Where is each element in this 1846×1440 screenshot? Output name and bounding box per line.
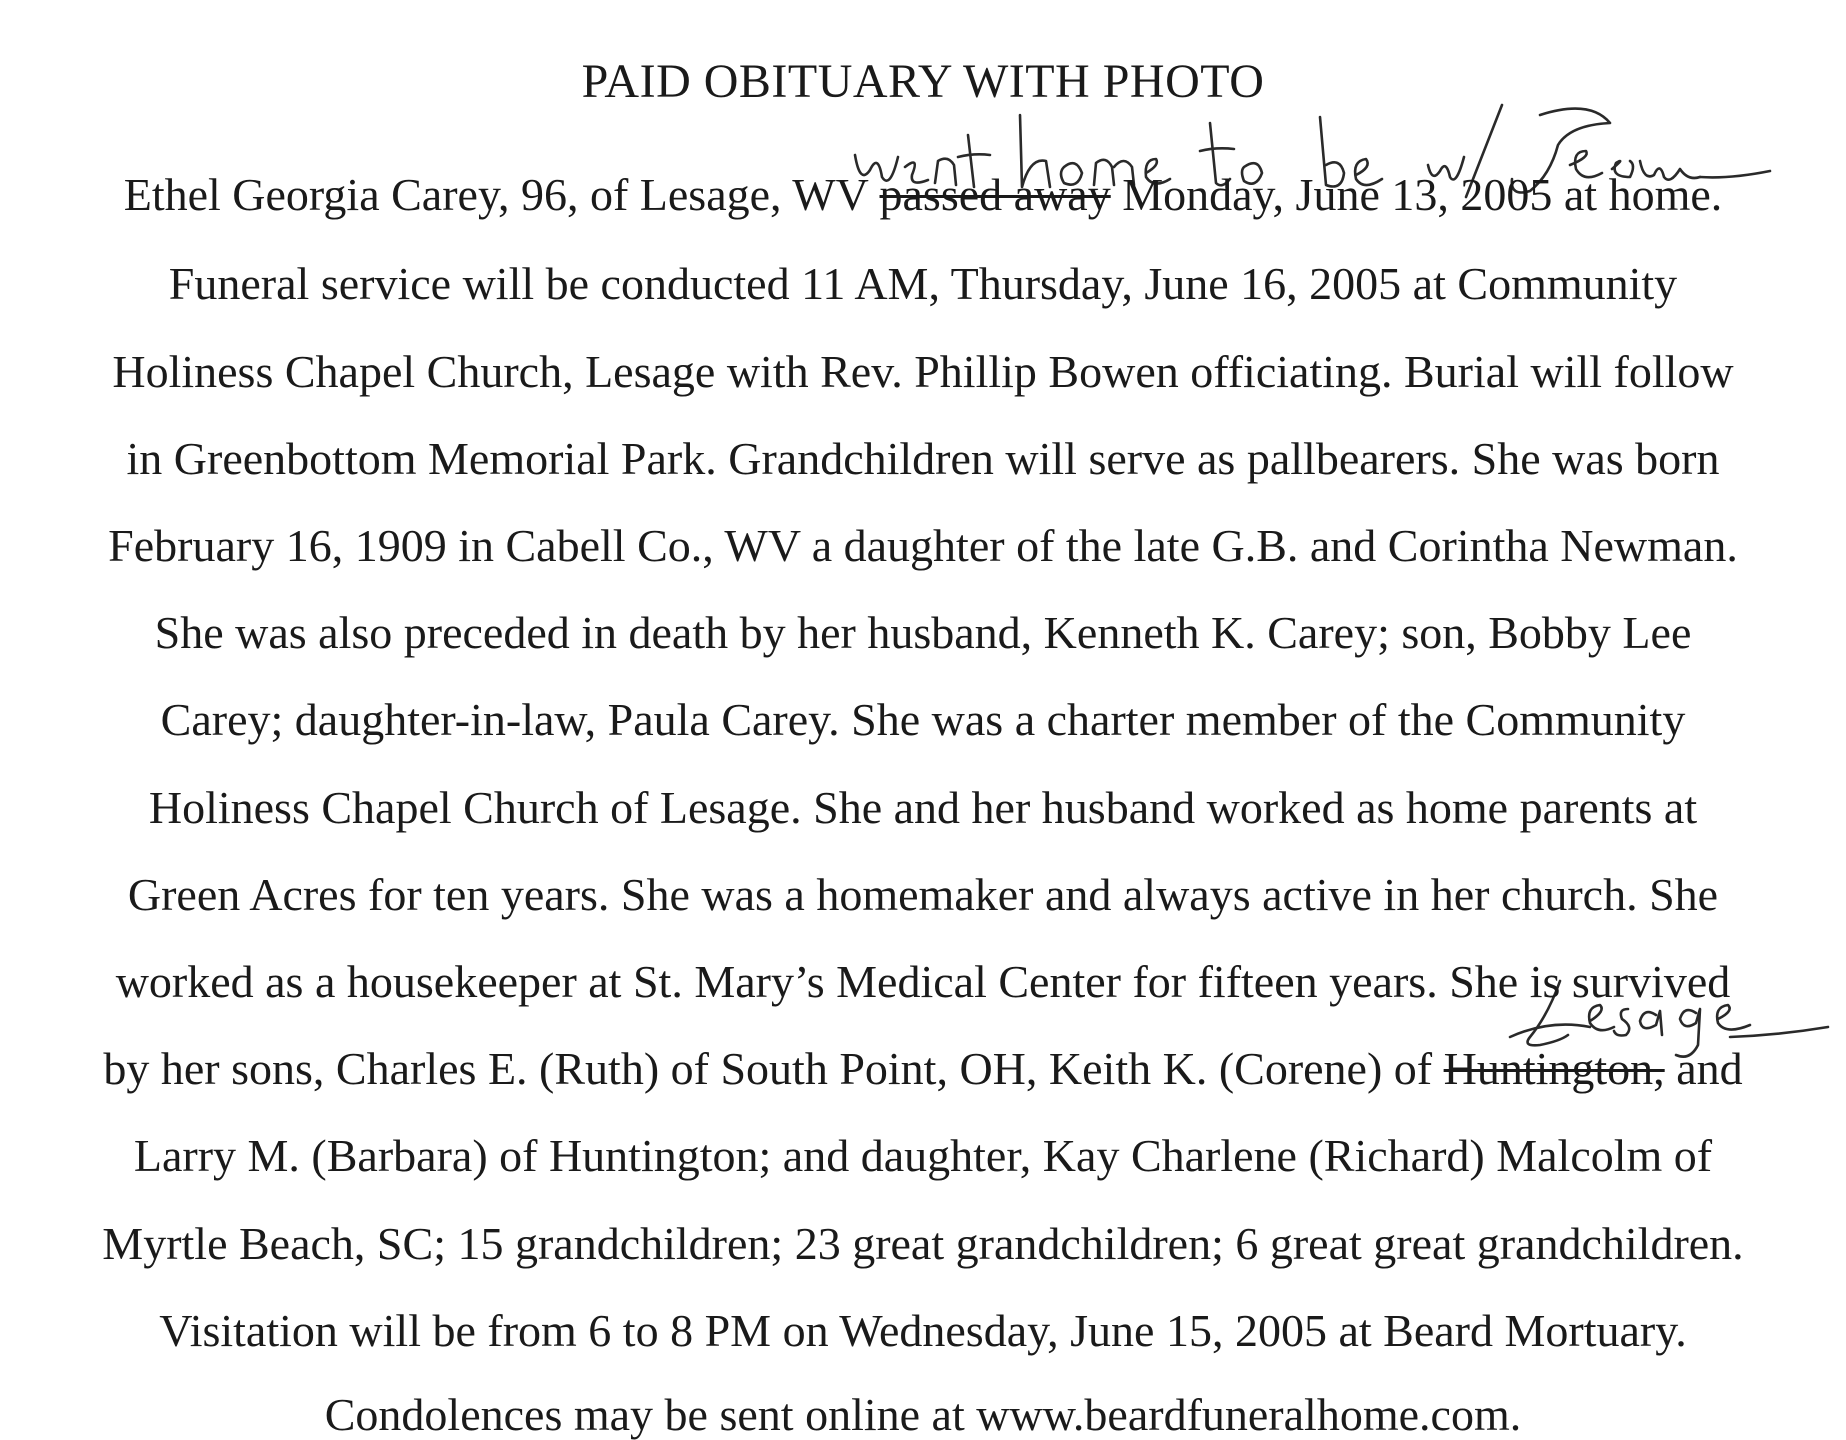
- obituary-line-8: Holiness Chapel Church of Lesage. She and her husband worked as home parents at: [148, 782, 1698, 833]
- obituary-line-4: in Greenbottom Memorial Park. Grandchildren will serve as pallbearers. She was born: [126, 433, 1720, 484]
- obituary-line-13: Myrtle Beach, SC; 15 grandchildren; 23 great grandchildren; 6 great great grandchildren.: [102, 1218, 1744, 1269]
- obituary-line-14: Visitation will be from 6 to 8 PM on Wednesday, June 15, 2005 at Beard Mortuary.: [159, 1305, 1687, 1356]
- obituary-line-11: [0, 1043, 1846, 1094]
- struck-text-huntington: Huntington,: [1443, 1043, 1665, 1094]
- line-1-text-after: Monday, June 13, 2005 at home.: [1110, 169, 1723, 220]
- obituary-line-5: February 16, 1909 in Cabell Co., WV a daughter of the late G.B. and Corintha Newman.: [108, 520, 1738, 571]
- obituary-line-2: Funeral service will be conducted 11 AM, Thursday, June 16, 2005 at Community: [168, 258, 1678, 309]
- struck-text-passed-away: passed away: [879, 169, 1111, 220]
- line-1-text-before: Ethel Georgia Carey, 96, of Lesage, WV: [123, 169, 880, 220]
- line-11-text-after: and: [1664, 1043, 1743, 1094]
- obituary-line-1: [0, 169, 1846, 220]
- obituary-line-9: Green Acres for ten years. She was a homemaker and always active in her church. She: [127, 869, 1719, 920]
- obituary-line-12: Larry M. (Barbara) of Huntington; and daughter, Kay Charlene (Richard) Malcolm of: [133, 1130, 1713, 1181]
- document-title: PAID OBITUARY WITH PHOTO: [581, 55, 1265, 108]
- obituary-line-3: Holiness Chapel Church, Lesage with Rev. Phillip Bowen officiating. Burial will follow: [112, 346, 1734, 397]
- line-11-text-before: by her sons, Charles E. (Ruth) of South Point, OH, Keith K. (Corene) of: [103, 1043, 1444, 1094]
- obituary-line-7: Carey; daughter-in-law, Paula Carey. She was a charter member of the Community: [160, 694, 1686, 745]
- obituary-line-6: She was also preceded in death by her husband, Kenneth K. Carey; son, Bobby Lee: [154, 607, 1692, 658]
- obituary-line-10: worked as a housekeeper at St. Mary’s Medical Center for fifteen years. She is survived: [115, 956, 1731, 1007]
- obituary-line-15: Condolences may be sent online at www.beardfuneralhome.com.: [324, 1389, 1522, 1440]
